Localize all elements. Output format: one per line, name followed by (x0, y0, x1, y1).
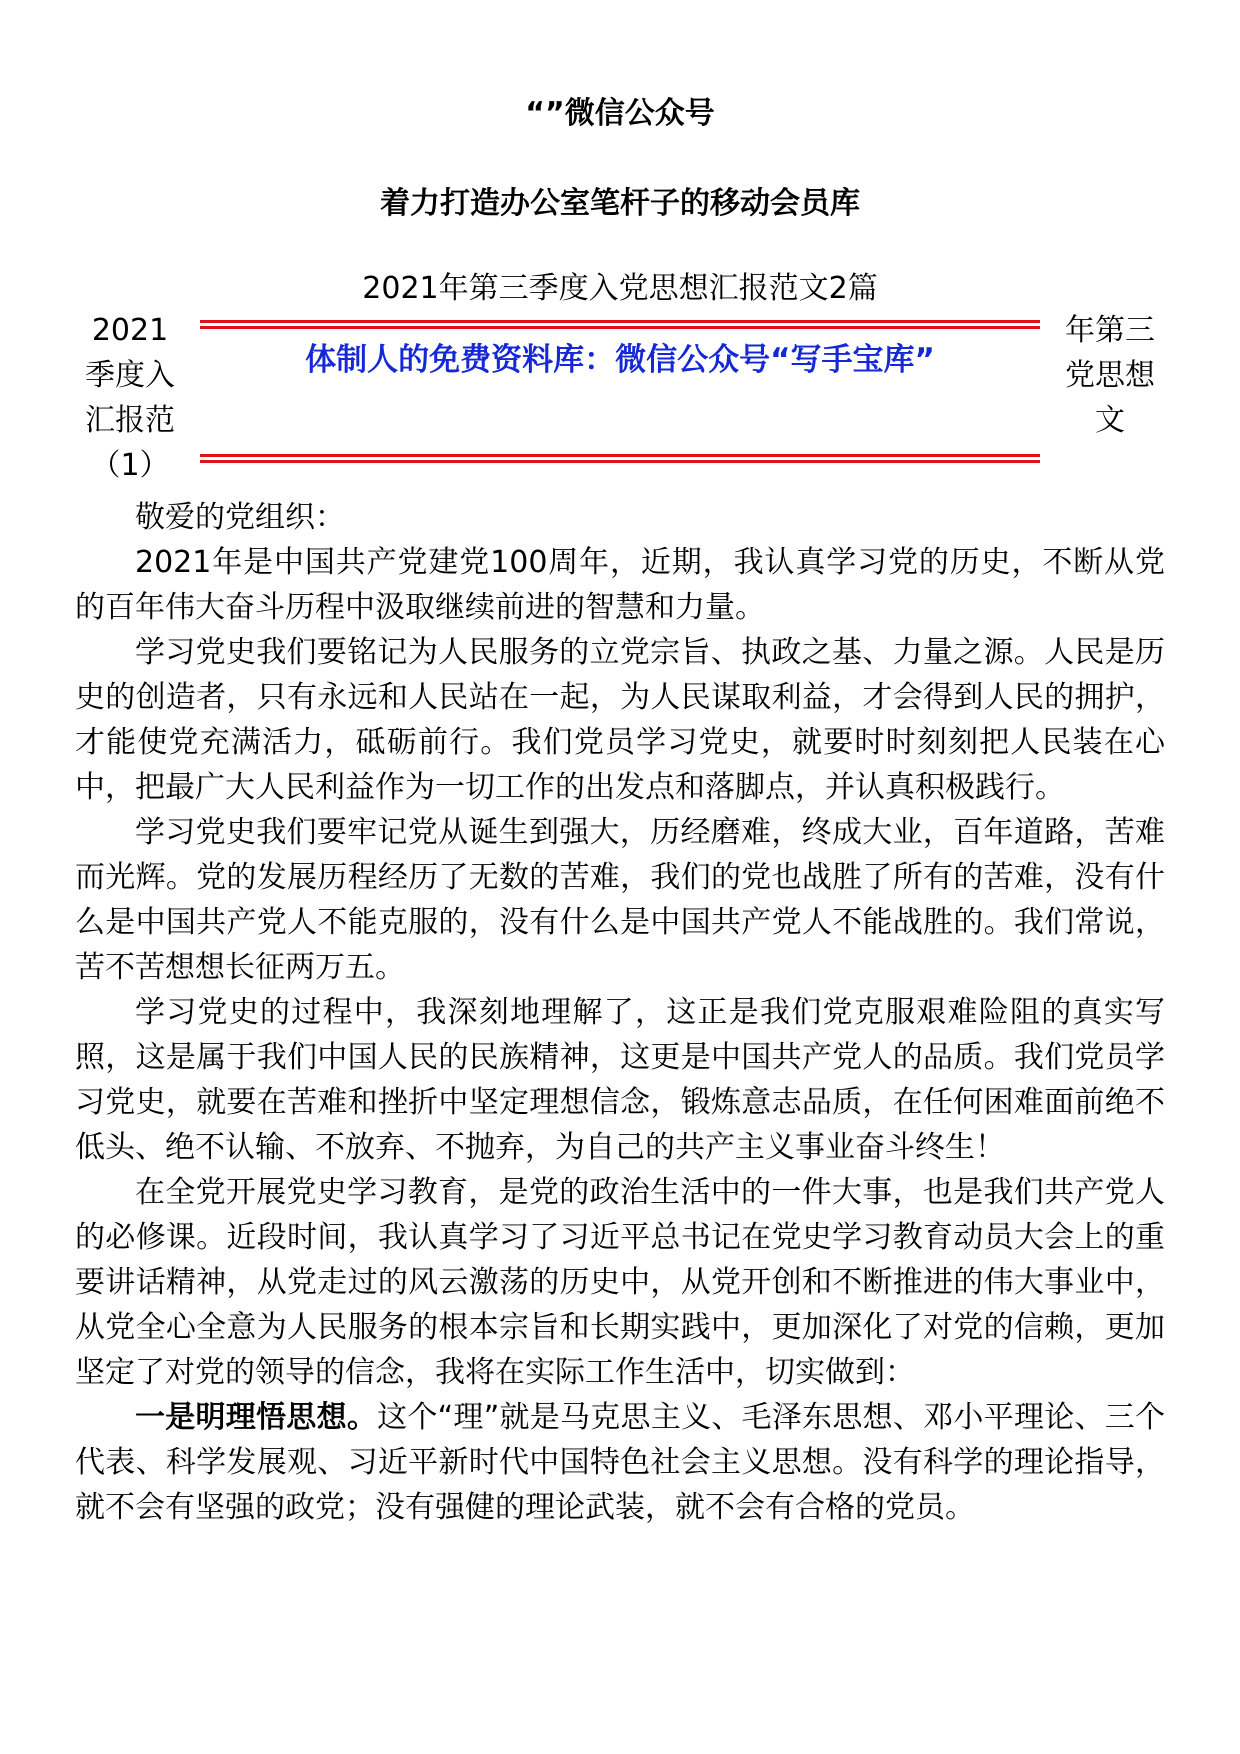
point-heading: 一是明理悟思想。 (135, 1400, 378, 1435)
paragraph (75, 1395, 1165, 1530)
promo-bottom-rule (200, 454, 1040, 457)
section-title-left-line: 2021 (91, 313, 169, 348)
section-title-right-line: 文 (1095, 403, 1125, 438)
promo-banner: 体制人的免费资料库：微信公众号“写手宝库” (305, 342, 935, 378)
promo-top-rule-2 (200, 326, 1040, 329)
promo-bottom-rule-2 (200, 460, 1040, 463)
paragraph: 在全党开展党史学习教育，是党的政治生活中的一件大事，也是我们共产党人的必修课。近段时间，我认真学习了习近平总书记在党史学习教育动员大会上的重要讲话精神，从党走过的风云激荡的历史中，从党开创和不断推进的伟大事业中，从党全心全意为人民服务的根本宗旨和长期实践中，更加深化了对党的信赖，更加坚定了对党的领导的信念，我将在实际工作生活中，切实做到： (75, 1175, 1165, 1390)
section-title-right (1055, 308, 1165, 443)
paragraph: 学习党史我们要铭记为人民服务的立党宗旨、执政之基、力量之源。人民是历史的创造者，只有永远和人民站在一起，为人民谋取利益，才会得到人民的拥护，才能使党充满活力，砥砺前行。我们党员学习党史，就要时时刻刻把人民装在心中，把最广大人民利益作为一切工作的出发点和落脚点，并认真积极践行。 (75, 635, 1165, 805)
letter-body (75, 495, 1165, 1530)
section-title-left-line: 汇报范 (85, 403, 175, 438)
paragraph: 学习党史我们要牢记党从诞生到强大，历经磨难，终成大业，百年道路，苦难而光辉。党的发展历程经历了无数的苦难，我们的党也战胜了所有的苦难，没有什么是中国共产党人不能克服的，没有什么是中国共产党人不能战胜的。我们常说，苦不苦想想长征两万五。 (75, 815, 1165, 985)
paragraph: 学习党史的过程中，我深刻地理解了，这正是我们党克服艰难险阻的真实写照，这是属于我们中国人民的民族精神，这更是中国共产党人的品质。我们党员学习党史，就要在苦难和挫折中坚定理想信念，锻炼意志品质，在任何困难面前绝不低头、绝不认输、不放弃、不抛弃，为自己的共产主义事业奋斗终生！ (75, 995, 1165, 1165)
paragraph: 2021年是中国共产党建党100周年，近期，我认真学习党的历史，不断从党的百年伟大奋斗历程中汲取继续前进的智慧和力量。 (75, 545, 1165, 625)
header-line-1: “”微信公众号 (525, 96, 715, 131)
section-title-left-line: 季度入 (85, 358, 175, 393)
section-title-left (75, 308, 185, 488)
section-title-right-line: 党思想 (1065, 358, 1155, 393)
promo-top-rule (200, 320, 1040, 323)
header-line-2: 着力打造办公室笔杆子的移动会员库 (380, 186, 860, 221)
section-title-right-line: 年第三 (1065, 313, 1155, 348)
point-text: 这个“理”就是马克思主义、毛泽东思想、邓小平理论、三个代表、科学发展观、习近平新时代中国特色社会主义思想。没有科学的理论指导，就不会有坚强的政党；没有强健的理论武装，就不会有合格的党员。 (75, 1400, 1166, 1525)
salutation: 敬爱的党组织： (135, 500, 345, 535)
section-title-left-line: （1） (90, 448, 170, 483)
document-title: 2021年第三季度入党思想汇报范文2篇 (362, 271, 878, 306)
